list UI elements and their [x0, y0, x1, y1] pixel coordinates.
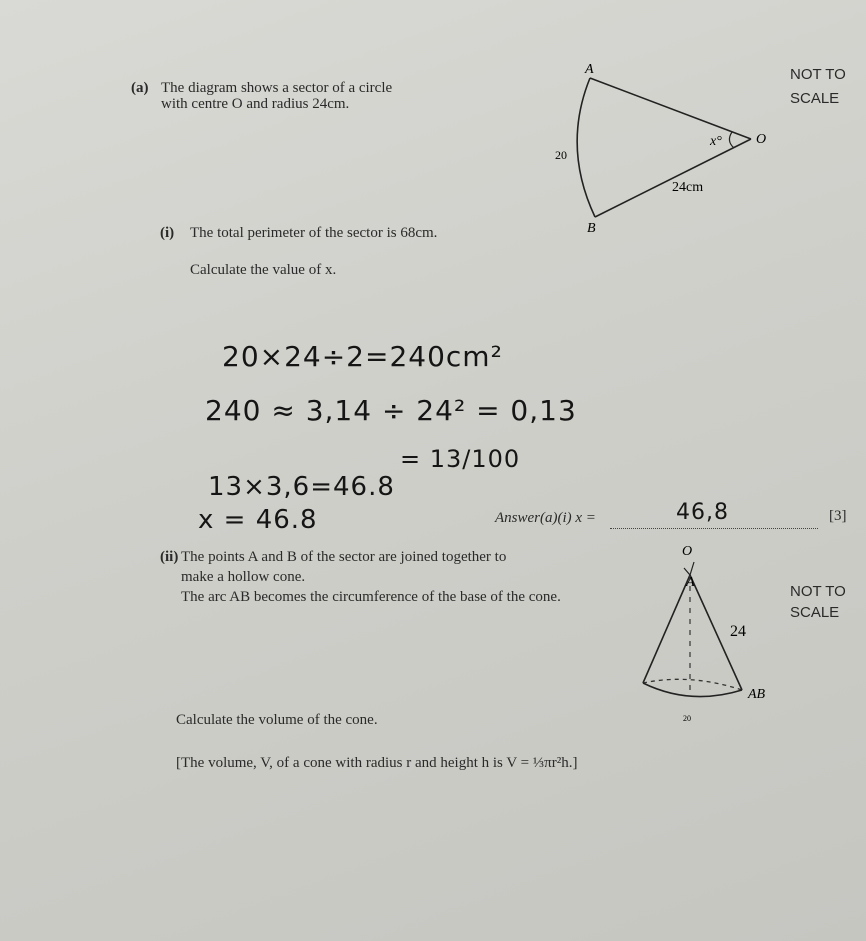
- point-o-label: O: [756, 132, 767, 147]
- cone-base-front: [643, 683, 742, 697]
- radius-length-label: 24cm: [672, 180, 704, 195]
- part-a-intro-line2: with centre O and radius 24cm.: [161, 96, 350, 112]
- cone-base-back: [643, 679, 742, 690]
- point-b-label: B: [587, 221, 596, 236]
- part-i-label: (i): [160, 225, 175, 241]
- working-line-3: = 13/100: [400, 445, 521, 473]
- answer-label: Answer(a)(i) x =: [495, 510, 596, 526]
- working-line-5: x = 46.8: [198, 505, 318, 535]
- working-line-4: 13×3,6=46.8: [208, 472, 395, 502]
- part-i-question: Calculate the value of x.: [190, 262, 337, 278]
- answer-line: [610, 528, 818, 529]
- part-a-label: (a): [131, 80, 149, 96]
- cone-point-o: O: [682, 544, 693, 559]
- answer-value[interactable]: 46,8: [676, 500, 729, 525]
- sector-diagram: [540, 55, 780, 245]
- part-a-intro-line1: The diagram shows a sector of a circle: [161, 80, 393, 96]
- formula-note: [The volume, V, of a cone with radius r and height h is V = ⅓πr²h.]: [176, 755, 578, 771]
- radius-ob: [595, 139, 751, 217]
- part-ii-label: (ii): [160, 549, 179, 565]
- cone-not-to-scale-1: NOT TO: [790, 583, 846, 600]
- cone-apex-join: [684, 562, 694, 575]
- cone-slant-left: [643, 575, 690, 683]
- not-to-scale-label-2: SCALE: [790, 90, 840, 107]
- angle-label: x°: [710, 134, 722, 149]
- marks-label: [3]: [829, 508, 847, 524]
- cone-diagram: [620, 540, 780, 730]
- working-line-1: 20×24÷2=240cm²: [222, 340, 503, 373]
- working-line-2: 240 ≈ 3,14 ÷ 24² = 0,13: [205, 394, 577, 427]
- cone-arc-label: AB: [748, 687, 766, 702]
- arc-ab: [577, 78, 595, 217]
- part-ii-line3: The arc AB becomes the circumference of the base of the cone.: [181, 589, 561, 605]
- not-to-scale-label-1: NOT TO: [790, 66, 846, 83]
- part-i-statement: The total perimeter of the sector is 68cm.: [190, 225, 438, 241]
- cone-not-to-scale-2: SCALE: [790, 604, 840, 621]
- part-ii-line2: make a hollow cone.: [181, 569, 306, 585]
- part-ii-line1: The points A and B of the sector are joined together to: [181, 549, 507, 565]
- cone-point-a: A: [686, 575, 695, 590]
- part-ii-question: Calculate the volume of the cone.: [176, 712, 378, 728]
- cone-slant-handwritten: 24: [730, 623, 746, 640]
- point-a-label: A: [585, 62, 594, 77]
- cone-base-handwritten: 20: [683, 714, 691, 723]
- radius-oa: [590, 78, 751, 139]
- angle-arc: [729, 132, 734, 148]
- handwritten-arc-length: 20: [555, 148, 567, 162]
